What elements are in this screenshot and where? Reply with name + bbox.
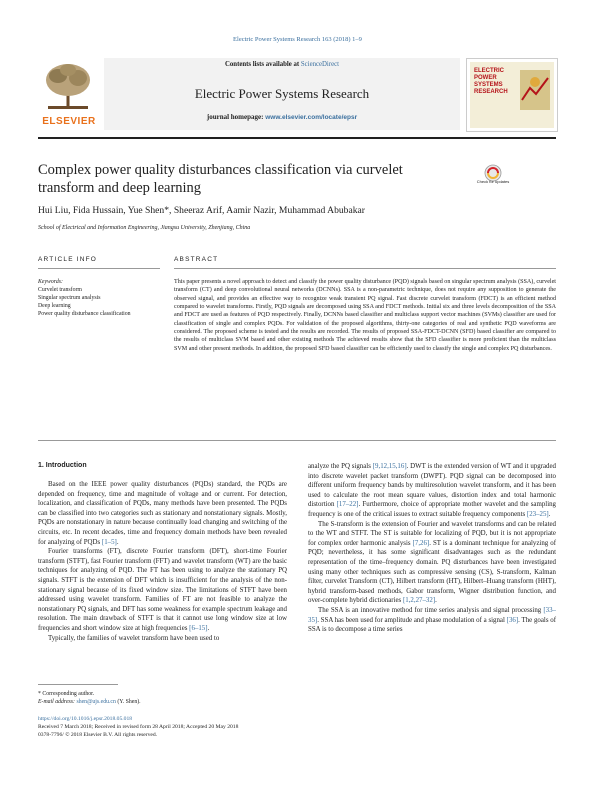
footnote	[38, 690, 141, 706]
keywords-label: Keywords:	[38, 279, 63, 285]
keyword-item: Singular spectrum analysis	[38, 295, 101, 301]
article-info-rule	[38, 268, 160, 269]
citation-link[interactable]: [7,26]	[412, 539, 430, 547]
paragraph: Based on the IEEE power quality disturbances (PQDs) standard, the PQDs are depended on frequency, time and magnitude of voltage and or current. For detection, localization, and classification of PQDs, many methods have been presented. The PQDs can be classified into two categories such as stationary and nonstationary signals. Mostly, PQDs are nonstationary in nature because continually load changing and switching of the circuits, etc. In recent decades, time and frequency domain methods have been revealed for analyzing of PQDs [1–5].	[38, 481, 287, 546]
citation-link[interactable]: [1–5]	[101, 538, 117, 546]
citation-link[interactable]: [1,2,27–32]	[402, 597, 436, 605]
homepage-link[interactable]: www.elsevier.com/locate/epsr	[265, 114, 358, 121]
article-metadata	[38, 716, 238, 739]
citation-link[interactable]: [33–35]	[308, 606, 556, 624]
contents-line	[104, 61, 460, 68]
cover-art-icon	[520, 70, 550, 110]
citation-link[interactable]: [36]	[506, 616, 519, 624]
abstract-bottom-rule	[38, 440, 556, 441]
paragraph: Typically, the families of wavelet transform have been used to	[48, 634, 220, 642]
keyword-item: Power quality disturbance classification	[38, 311, 131, 317]
contents-prefix: Contents lists available at	[224, 61, 301, 68]
keyword-item: Deep learning	[38, 303, 71, 309]
citation-link[interactable]: [17–22]	[336, 501, 359, 509]
sciencedirect-link[interactable]: ScienceDirect	[300, 61, 340, 68]
paragraph: Fourier transforms (FT), discrete Fourier transform (DFT), short-time Fourier transform (STFT), fast Fourier transform (FFT) and wavelet transform (WT) are the basic techniques for analyzing of PQD. The FT has been using to analyze the stationary PQ signals. STFT is the extension of DFT which is insufficient for the analysis of the non-stationary signal because of its fixed window size. The limitations of STFT have been addressed using wavelet transform. Families of FT are not feasible to analyze the nonstationary PQ signals, and DFT has some weakness for example spectrum leakage and resolution. The main drawback of STFT is that it cannot use long window size at low frequencies and short window size at high frequencies [6–15].	[38, 548, 287, 632]
article-title: Complex power quality disturbances classification via curvelet transform and deep learning	[38, 162, 403, 196]
section-heading-introduction: 1. Introduction	[38, 462, 87, 469]
journal-cover-image[interactable]	[466, 58, 558, 132]
footnote-rule	[38, 684, 118, 685]
elsevier-wordmark: ELSEVIER	[42, 116, 96, 127]
email-line	[38, 698, 141, 706]
body-column-left	[38, 480, 287, 643]
abstract-text: This paper presents a novel approach to detect and classify the power quality disturbance (PQD) signals based on singular spectrum analysis (SSA), curvelet transform (CT) and deep convolutional neural networks (DCNNs). SSA is a non-parametric technique, does not require any supposition to generate the observed signal, and provides an effective way to recognize weak transient PQ signal. Fast discrete curvelet transform (FDCT) is an efficient method compared to wavelet transforms. Firstly, PQD signals are decomposed using SSA and FDCT methods. Initial six and three levels decomposition of the SSA and FDCT are used as features of PQD respectively. Finally, DCNNs based classifier and multiclass support vector machines (SVMs) classifier are used for classification of single and complex PQDs. For validation of the proposed algorithms, thirty-one categories of real and synthetic PQD waveforms are considered. The proposed scheme is tested and the results are recorded. The results of proposed SSA-FDCT-DCNN (SFD) based classifier are compared to the results of multiclass SVM based and other existing methods The achieved results show that the SFD classifier is more proficient than the multiclass SVM and other present methods. In addition, the proposed SFD based classifier can be efficiently used to classify the single and complex PQ disturbances.	[174, 279, 556, 352]
doi-link[interactable]: https://doi.org/10.1016/j.epsr.2018.05.018	[38, 716, 133, 722]
journal-homepage-line	[104, 113, 460, 121]
article-info-heading: ARTICLE INFO	[38, 256, 98, 263]
homepage-prefix: journal homepage:	[206, 113, 266, 121]
keyword-item: Curvelet transform	[38, 287, 82, 293]
email-suffix: (Y. Shen).	[115, 699, 141, 705]
journal-name: Electric Power Systems Research	[194, 86, 370, 101]
cover-background	[470, 62, 554, 128]
citation-link[interactable]: [9,12,15,16]	[372, 463, 407, 470]
corresponding-author-note: * Corresponding author.	[38, 691, 95, 697]
email-label: E-mail address:	[38, 699, 77, 705]
author-list: Hui Liu, Fida Hussain, Yue Shen*, Sheeraz Arif, Aamir Nazir, Muhammad Abubakar	[38, 205, 365, 216]
header-divider	[38, 137, 556, 139]
check-updates-label: Check for updates	[476, 179, 510, 184]
author-affiliation: School of Electrical and Information Engineering, Jiangsu University, Zhenjiang, China	[38, 225, 251, 231]
copyright-line: 0378-7796/ © 2018 Elsevier B.V. All rights reserved.	[38, 731, 158, 738]
paragraph: analyze the PQ signals [9,12,15,16]. DWT is the extended version of WT and it upgraded into discrete wavelet packet transform (DWPT). PQD signal can be decomposed into different uniform frequency bands by multiresolution wavelet transform, and it has been used to calculate the root mean square values, distortion index and total harmonic distortion [17–22]. Furthermore, choice of appropriate mother wavelet and the sampling frequency is one of the critical issues to extract suitable frequency components [23–25].	[308, 463, 557, 518]
keywords-block	[38, 278, 131, 318]
email-link[interactable]: shen@ujs.edu.cn	[76, 699, 116, 705]
abstract-rule	[174, 268, 556, 269]
citation-link[interactable]: [6–15]	[189, 624, 208, 632]
cover-title: ELECTRIC POWER SYSTEMS RESEARCH	[474, 68, 508, 95]
abstract-heading: ABSTRACT	[174, 256, 219, 263]
body-column-right	[308, 462, 556, 635]
citation-link[interactable]: [23–25]	[526, 510, 549, 518]
journal-citation[interactable]: Electric Power Systems Research 163 (2018) 1–9	[233, 36, 362, 43]
received-dates: Received 7 March 2018; Received in revised form 28 April 2018; Accepted 20 May 2018	[38, 723, 239, 730]
paragraph: The SSA is an innovative method for time series analysis and signal processing [33–35]. SSA has been used for amplitude and phase modulation of a signal [36]. The goals of SSA is to decompose a time series	[308, 606, 556, 634]
paragraph: The S-transform is the extension of Fourier and wavelet transforms and can be related to the WT and STFT. The ST is suitable for localizing of PQD, but it is not appropriate for complex order harmonic analysis [7,26]. ST is a dominant technique for analyzing of PQD; nevertheless, it has some significant disadvantages such as the redundant representation of the time–frequency domain. PQ disturbances have been investigated using many other techniques such as compressive sensing (CS), S-transform, Kalman filter, curvelet Transform (CT), Hilbert transform (HT), Hilbert–Huang transform (HHT), hybrid transform-based methods, Gabor transform, Wigner distribution function, and over-complete hybrid dictionaries [1,2,27–32].	[308, 520, 556, 605]
